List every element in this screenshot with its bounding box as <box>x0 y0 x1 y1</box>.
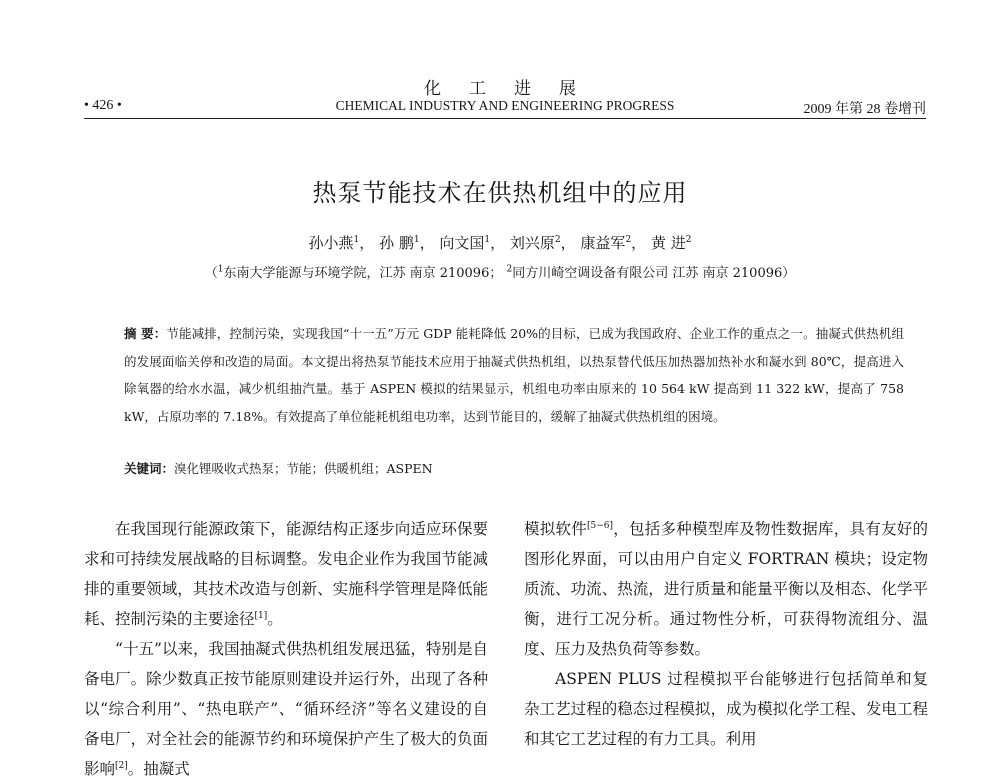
author: 黄 进 <box>650 234 686 252</box>
keywords-label: 关键词： <box>124 461 175 476</box>
article-title: 热泵节能技术在供热机组中的应用 <box>312 179 688 207</box>
affiliation-2: 同方川崎空调设备有限公司 江苏 南京 210096 <box>512 266 783 281</box>
affiliation-1: 东南大学能源与环境学院，江苏 南京 210096； <box>223 266 503 281</box>
author-affiliation-mark: 1 <box>413 235 420 245</box>
abstract-label: 摘 要： <box>124 326 167 341</box>
header-rule <box>84 118 926 119</box>
author-affiliation-mark: 2 <box>625 235 632 245</box>
author: 向文国 <box>439 234 485 252</box>
keywords-text: 溴化锂吸收式热泵；节能；供暖机组；ASPEN <box>174 461 433 476</box>
abstract-text: 节能减排，控制污染，实现我国“十一五”万元 GDP 能耗降低 20%的目标，已成为我国政府、企业工作的重点之一。抽凝式供热机组的发展面临关停和改造的局面。本文提出将热泵节能技术应用于抽凝式供热机组，以热泵替代低压加热器加热补水和凝水到 80℃，提高进入除氧器的给水水温，减少机组抽汽量。基于 ASPEN 模拟的结果显示，机组电功率由原来的 10 564 kW 提高到 11 322 kW，提高了 758 kW，占原功率的 7.18%。有效提高了单位能耗机组电功率，达到节能目的，缓解了抽凝式供热机组的困境。 <box>124 326 904 424</box>
body-paragraph: 在我国现行能源政策下，能源结构正逐步向适应环保要求和可持续发展战略的目标调整。发电企业作为我国节能减排的重要领域，其技术改造与创新、实施科学管理是降低能耗、控制污染的主要途径[1]。 <box>84 520 488 628</box>
author-affiliation-mark: 2 <box>554 235 561 245</box>
citation-ref: [2] <box>115 760 128 771</box>
affiliations: （$^1$东南大学能源与环境学院，江苏 南京 210096； $^2$同方川崎空调设备有限公司 江苏 南京 210096） <box>204 264 796 281</box>
body-paragraph: “十五”以来，我国抽凝式供热机组发展迅猛，特别是自备电厂。除少数真正按节能原则建设并运行外，出现了各种以“综合利用”、“热电联产”、“循环经济”等名义建设的自备电厂，对全社会的能源节约和环境保护产生了极大的负面影响[2]。抽凝式 <box>84 640 488 778</box>
author: 刘兴原 <box>509 234 555 252</box>
issue-info: 2009 年第 28 卷增刊 <box>803 102 926 117</box>
author: 孙 鹏 <box>379 234 414 252</box>
page-number: • 426 • <box>84 98 122 113</box>
author: 孙小燕 <box>308 234 354 252</box>
author-affiliation-mark: 2 <box>685 235 692 245</box>
body-column-left <box>84 514 488 784</box>
body-paragraph: 模拟软件[5−6]，包括多种模型库及物性数据库，具有友好的图形化界面，可以由用户自定义 FORTRAN 模块；设定物质流、功流、热流，进行质量和能量平衡以及相态、化学平衡，进行工况分析。通过物性分析，可获得物流组分、温度、压力及热负荷等参数。 <box>524 520 928 658</box>
body-paragraph: ASPEN PLUS 过程模拟平台能够进行包括简单和复杂工艺过程的稳态过程模拟，成为模拟化学工程、发电工程和其它工艺过程的有力工具。利用 <box>524 670 928 748</box>
body-column-right <box>524 514 928 754</box>
citation-ref: [5−6] <box>587 520 614 531</box>
affiliation-mark: 2 <box>506 264 513 275</box>
keywords <box>124 459 904 477</box>
author-affiliation-mark: 1 <box>353 235 360 245</box>
author: 康益军 <box>580 234 626 252</box>
journal-name-en: CHEMICAL INDUSTRY AND ENGINEERING PROGRESS <box>335 98 675 113</box>
citation-ref: [1] <box>254 610 268 621</box>
author-list: 孙小燕$^1$， 孙 鹏$^1$， 向文国$^1$， 刘兴原$^2$， 康益军$^2$， 黄 进$^2$ <box>308 234 692 252</box>
affiliation-mark: 1 <box>217 264 224 275</box>
abstract <box>124 320 904 430</box>
running-header <box>84 96 926 116</box>
author-affiliation-mark: 1 <box>484 235 491 245</box>
journal-name-cn: 化工进展 <box>424 79 604 99</box>
